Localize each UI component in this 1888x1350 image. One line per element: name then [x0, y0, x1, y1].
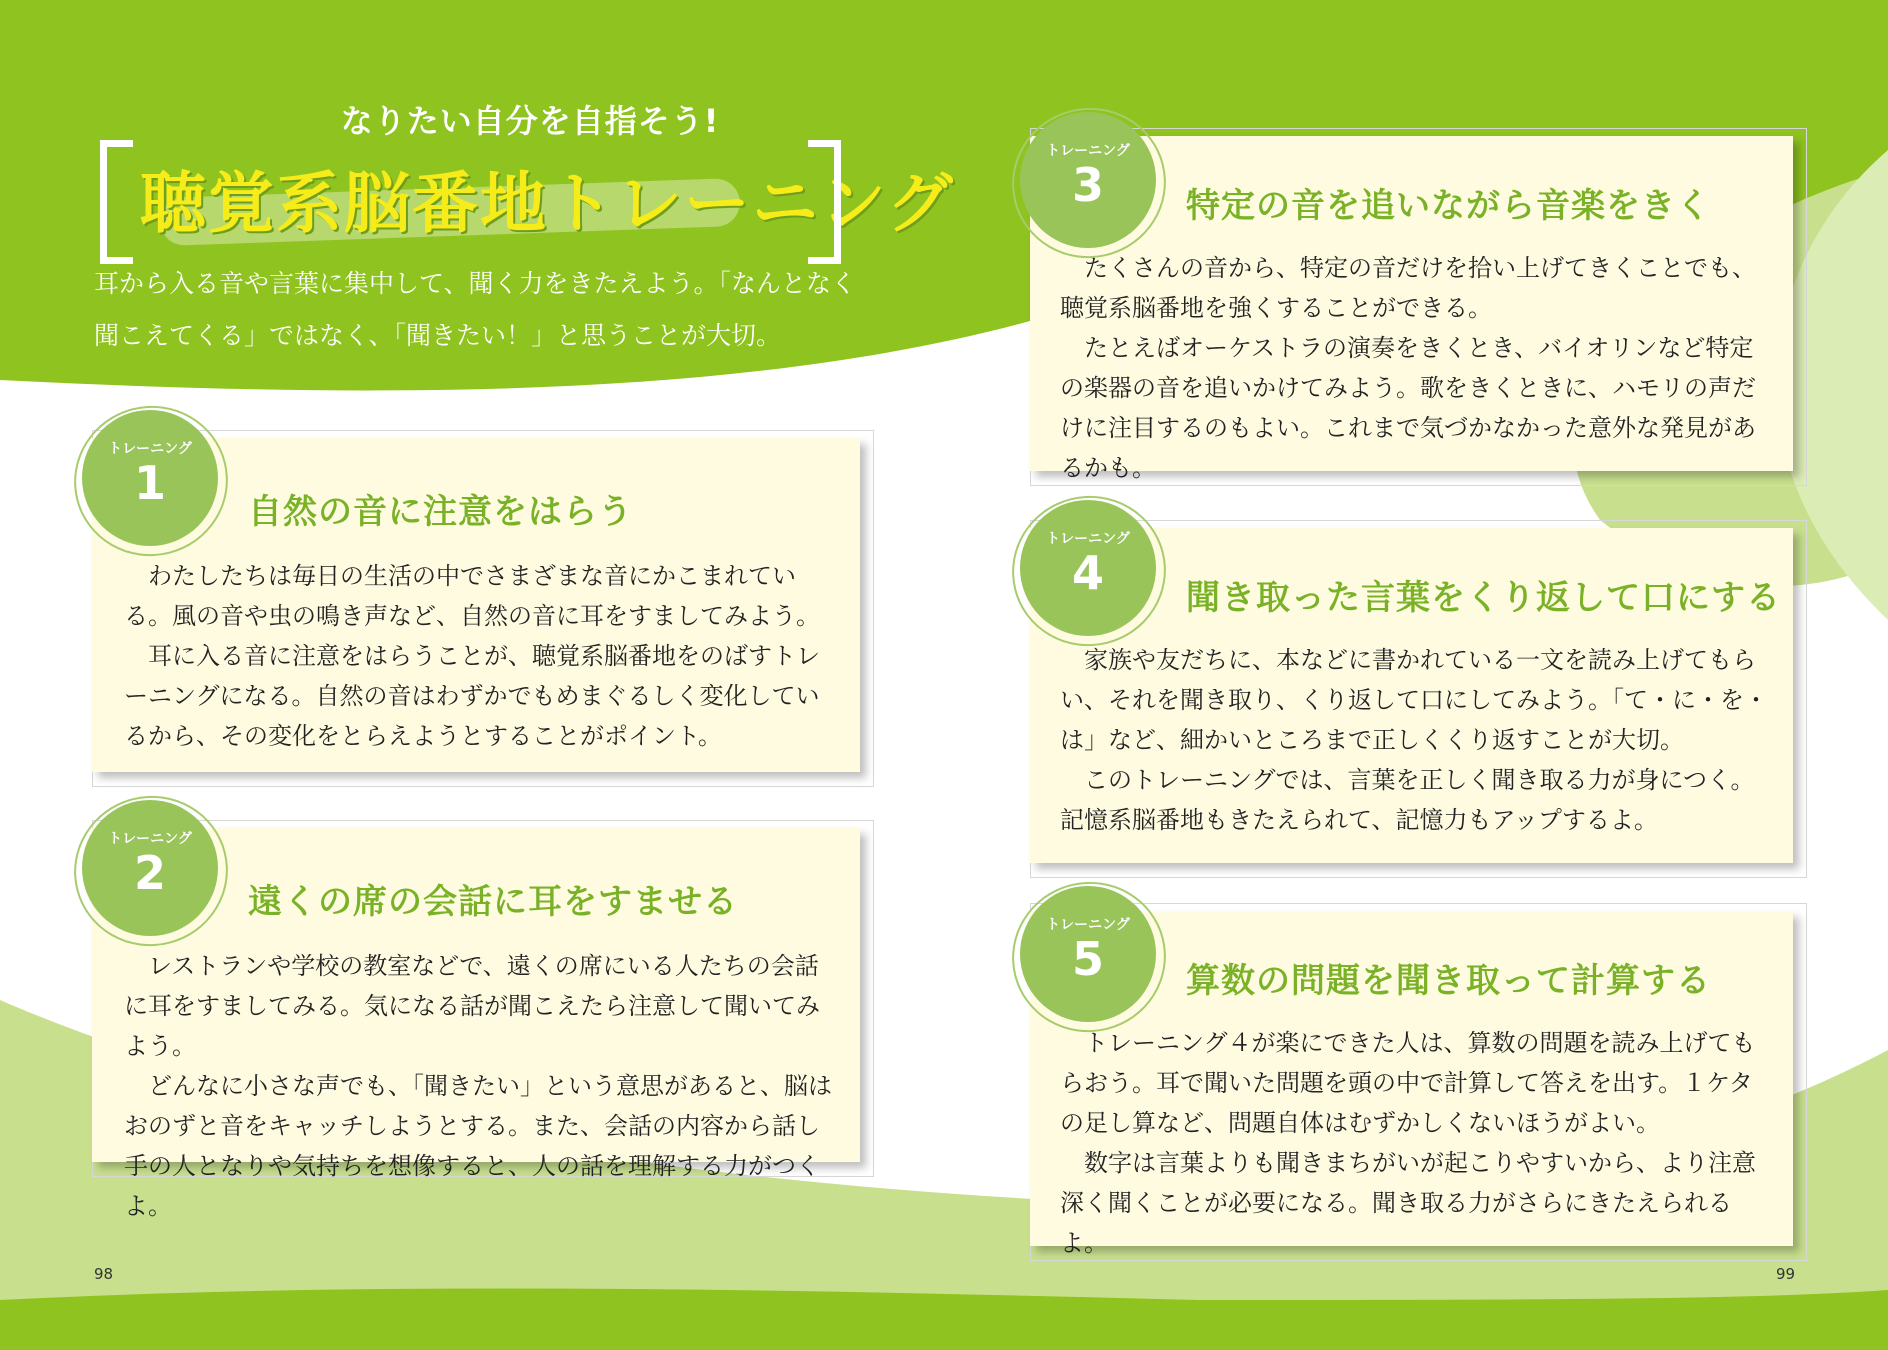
training-paragraph: このトレーニングでは、言葉を正しく聞き取る力が身につく。記憶系脳番地もきたえられて、記憶力もアップするよ。	[1060, 766, 1755, 834]
page-title: 聴覚系脳番地トレーニング	[140, 165, 955, 242]
training-body	[1060, 248, 1770, 488]
training-paragraph: たとえばオーケストラの演奏をきくとき、バイオリンなど特定の楽器の音を追いかけてみよう。歌をきくときに、ハモリの声だけに注目するのもよい。これまで気づかなかった意外な発見があるかも。	[1060, 334, 1756, 482]
training-paragraph: たくさんの音から、特定の音だけを拾い上げてきくことでも、聴覚系脳番地を強くすることができる。	[1060, 254, 1756, 322]
training-paragraph: 家族や友だちに、本などに書かれている一文を読み上げてもらい、それを聞き取り、くり返して口にしてみよう。「て・に・を・は」など、細かいところまで正しくくり返すことが大切。	[1060, 646, 1768, 754]
training-title: 自然の音に注意をはらう	[248, 492, 633, 532]
training-paragraph: トレーニング４が楽にできた人は、算数の問題を読み上げてもらおう。耳で聞いた問題を頭の中で計算して答えを出す。１ケタの足し算など、問題自体はむずかしくないほうがよい。	[1060, 1029, 1756, 1137]
intro-text: 耳から入る音や言葉に集中して、聞く力をきたえよう。「なんとなく聞こえてくる」ではなく、「聞きたい！」と思うことが大切。	[94, 269, 857, 350]
page-number-left: 98	[94, 1265, 114, 1283]
training-body	[1060, 640, 1770, 840]
badge-label: トレーニング	[1046, 143, 1130, 159]
training-body	[124, 556, 836, 756]
training-title: 聞き取った言葉をくり返して口にする	[1186, 578, 1781, 618]
page-number-right: 99	[1776, 1265, 1796, 1283]
training-title: 特定の音を追いながら音楽をきく	[1186, 186, 1711, 226]
training-body	[1060, 1023, 1770, 1263]
training-badge-3	[1020, 112, 1156, 248]
badge-label: トレーニング	[1046, 917, 1130, 933]
badge-number: 1	[133, 456, 166, 510]
training-paragraph: 耳に入る音に注意をはらうことが、聴覚系脳番地をのばすトレーニングになる。自然の音はわずかでもめまぐるしく変化しているから、その変化をとらえようとすることがポイント。	[124, 642, 820, 750]
badge-number: 3	[1071, 158, 1104, 212]
training-badge-4	[1020, 500, 1156, 636]
page-subtitle: なりたい自分を自指そう!	[340, 102, 720, 140]
badge-number: 2	[133, 846, 166, 900]
badge-number: 4	[1071, 546, 1104, 600]
badge-label: トレーニング	[1046, 531, 1130, 547]
training-badge-1	[82, 410, 218, 546]
badge-label: トレーニング	[108, 831, 192, 847]
training-paragraph: わたしたちは毎日の生活の中でさまざまな音にかこまれている。風の音や虫の鳴き声など、自然の音に耳をすましてみよう。	[124, 562, 820, 630]
training-body	[124, 946, 836, 1226]
training-paragraph: 数字は言葉よりも聞きまちがいが起こりやすいから、より注意深く聞くことが必要になる。聞き取る力がさらにきたえられるよ。	[1060, 1149, 1756, 1257]
training-badge-5	[1020, 886, 1156, 1022]
training-paragraph: どんなに小さな声でも、「聞きたい」という意思があると、脳はおのずと音をキャッチしようとする。また、会話の内容から話し手の人となりや気持ちを想像すると、人の話を理解する力がつくよ。	[124, 1072, 832, 1220]
badge-label: トレーニング	[108, 441, 192, 457]
training-title: 算数の問題を聞き取って計算する	[1186, 961, 1711, 1001]
training-paragraph: レストランや学校の教室などで、遠くの席にいる人たちの会話に耳をすましてみる。気になる話が聞こえたら注意して聞いてみよう。	[124, 952, 820, 1060]
badge-number: 5	[1071, 932, 1104, 986]
right-bracket	[808, 140, 841, 264]
training-badge-2	[82, 800, 218, 936]
left-bracket	[100, 140, 133, 264]
training-title: 遠くの席の会話に耳をすませる	[248, 882, 738, 922]
